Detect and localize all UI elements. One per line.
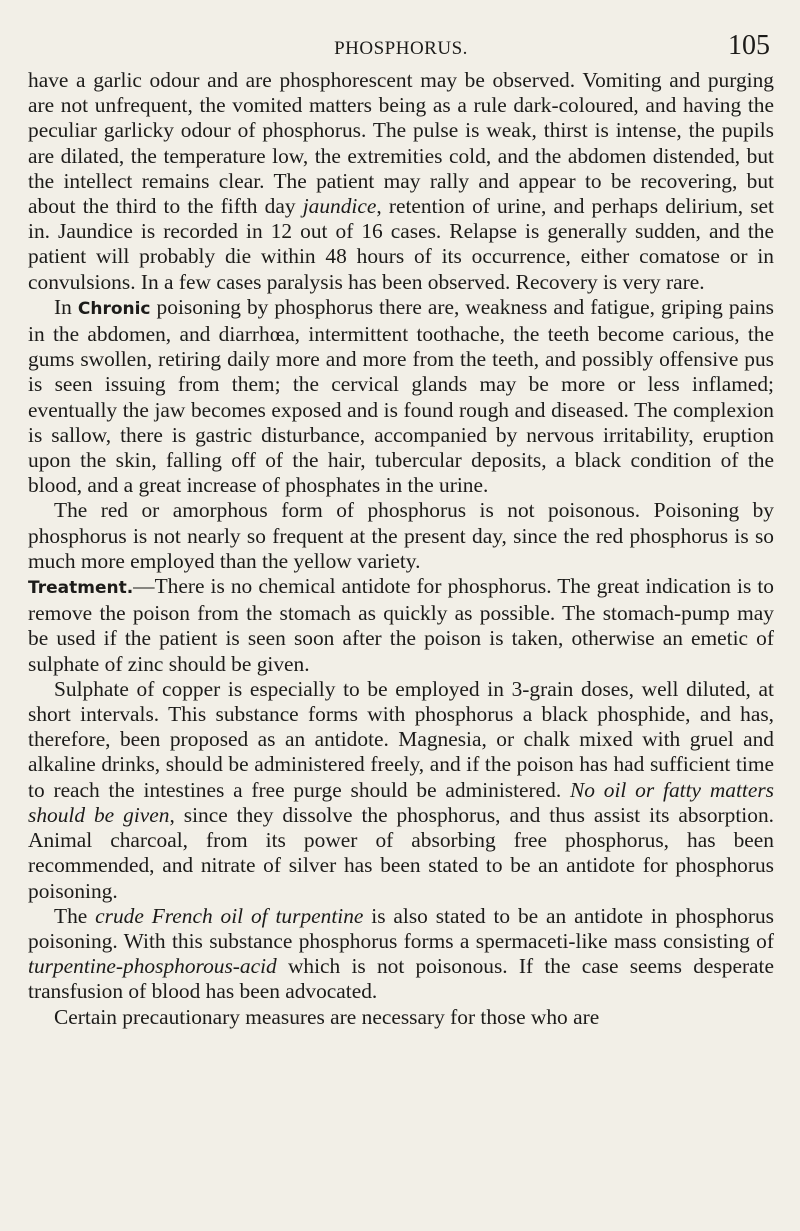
emphasis-jaundice: jaundice [302,194,377,219]
heading-treatment: Treatment. [28,578,134,599]
paragraph-turpentine: The crude French oil of turpentine is also stated to be an antidote in phosphorus poisoning. With this substance phosphorus forms a spermaceti-like mass consisting of turpentine-phosphorous-acid which is not poisonous. If the case seems desperate transfusion of blood has been advocated. [28,903,774,1004]
emphasis-acid: turpentine-phosphorous-acid [28,954,277,979]
paragraph-precautions: Certain precautionary measures are necessary for those who are [54,1004,600,1029]
heading-chronic: Chronic [77,298,151,319]
paragraph-sulphate-copper: Sulphate of copper is especially to be employed in 3-grain doses, well diluted, at short intervals. This substance forms with phosphorus a black phosphide, and has, therefore, been proposed as an antidote. Magnesia, or chalk mixed with gruel and alkaline drinks, should be administered freely, and if the poison has had sufficient time to reach the intestines a free purge should be administered. No oil or fatty matters should be given, since they dissolve the phosphorus, and thus assist its absorption. Animal charcoal, from its power of absorbing free phosphorus, has been recommended, and nitrate of silver has been stated to be an antidote for phosphorus poisoning. [28,676,774,903]
emphasis-turpentine: crude French oil of turpentine [95,903,364,928]
page-number: 105 [728,30,770,61]
paragraph-chronic: In Chronic poisoning by phosphorus there are, weakness and fatigue, griping pains in the abdomen, and diarrhœa, intermittent toothache, the teeth become carious, the gums swollen, retiring daily more and more from the teeth, and possibly offensive pus is seen issuing from them; the cervical glands may be more or less inflamed; eventually the jaw becomes exposed and is found rough and diseased. The complexion is sallow, there is gastric disturbance, accompanied by nervous irritability, eruption upon the skin, falling off of the hair, tubercular deposits, a black condition of the blood, and a great increase of phosphates in the urine. [28,294,774,498]
running-head: PHOSPHORUS. [334,38,468,59]
paragraph-symptoms: have a garlic odour and are phosphorescent may be observed. Vomiting and purging are not unfrequent, the vomited matters being as a rule dark-coloured, and having the peculiar garlicky odour of phosphorus. The pulse is weak, thirst is intense, the pupils are dilated, the temperature low, the extremities cold, and the abdomen distended, but the intellect remains clear. The patient may rally and appear to be recovering, but about the third to the fifth day jaundice, retention of urine, and perhaps delirium, set in. Jaundice is recorded in 12 out of 16 cases. Relapse is generally sudden, and the patient will probably die within 48 hours of its occurrence, either comatose or in convulsions. In a few cases paralysis has been observed. Recovery is very rare. [28,68,774,294]
body-text [28,68,774,1030]
paragraph-treatment: Treatment.—There is no chemical antidote for phosphorus. The great indication is to remove the poison from the stomach as quickly as possible. The stomach-pump may be used if the patient is seen soon after the poison is taken, otherwise an emetic of sulphate of zinc should be given. [28,574,774,676]
paragraph-red-phosphorus: The red or amorphous form of phosphorus is not poisonous. Poisoning by phosphorus is not nearly so frequent at the present day, since the red phosphorus is so much more employed than the yellow variety. [28,498,774,573]
emphasis-no-oil: No oil or fatty matters should be given [28,777,774,827]
page-header [28,20,774,68]
